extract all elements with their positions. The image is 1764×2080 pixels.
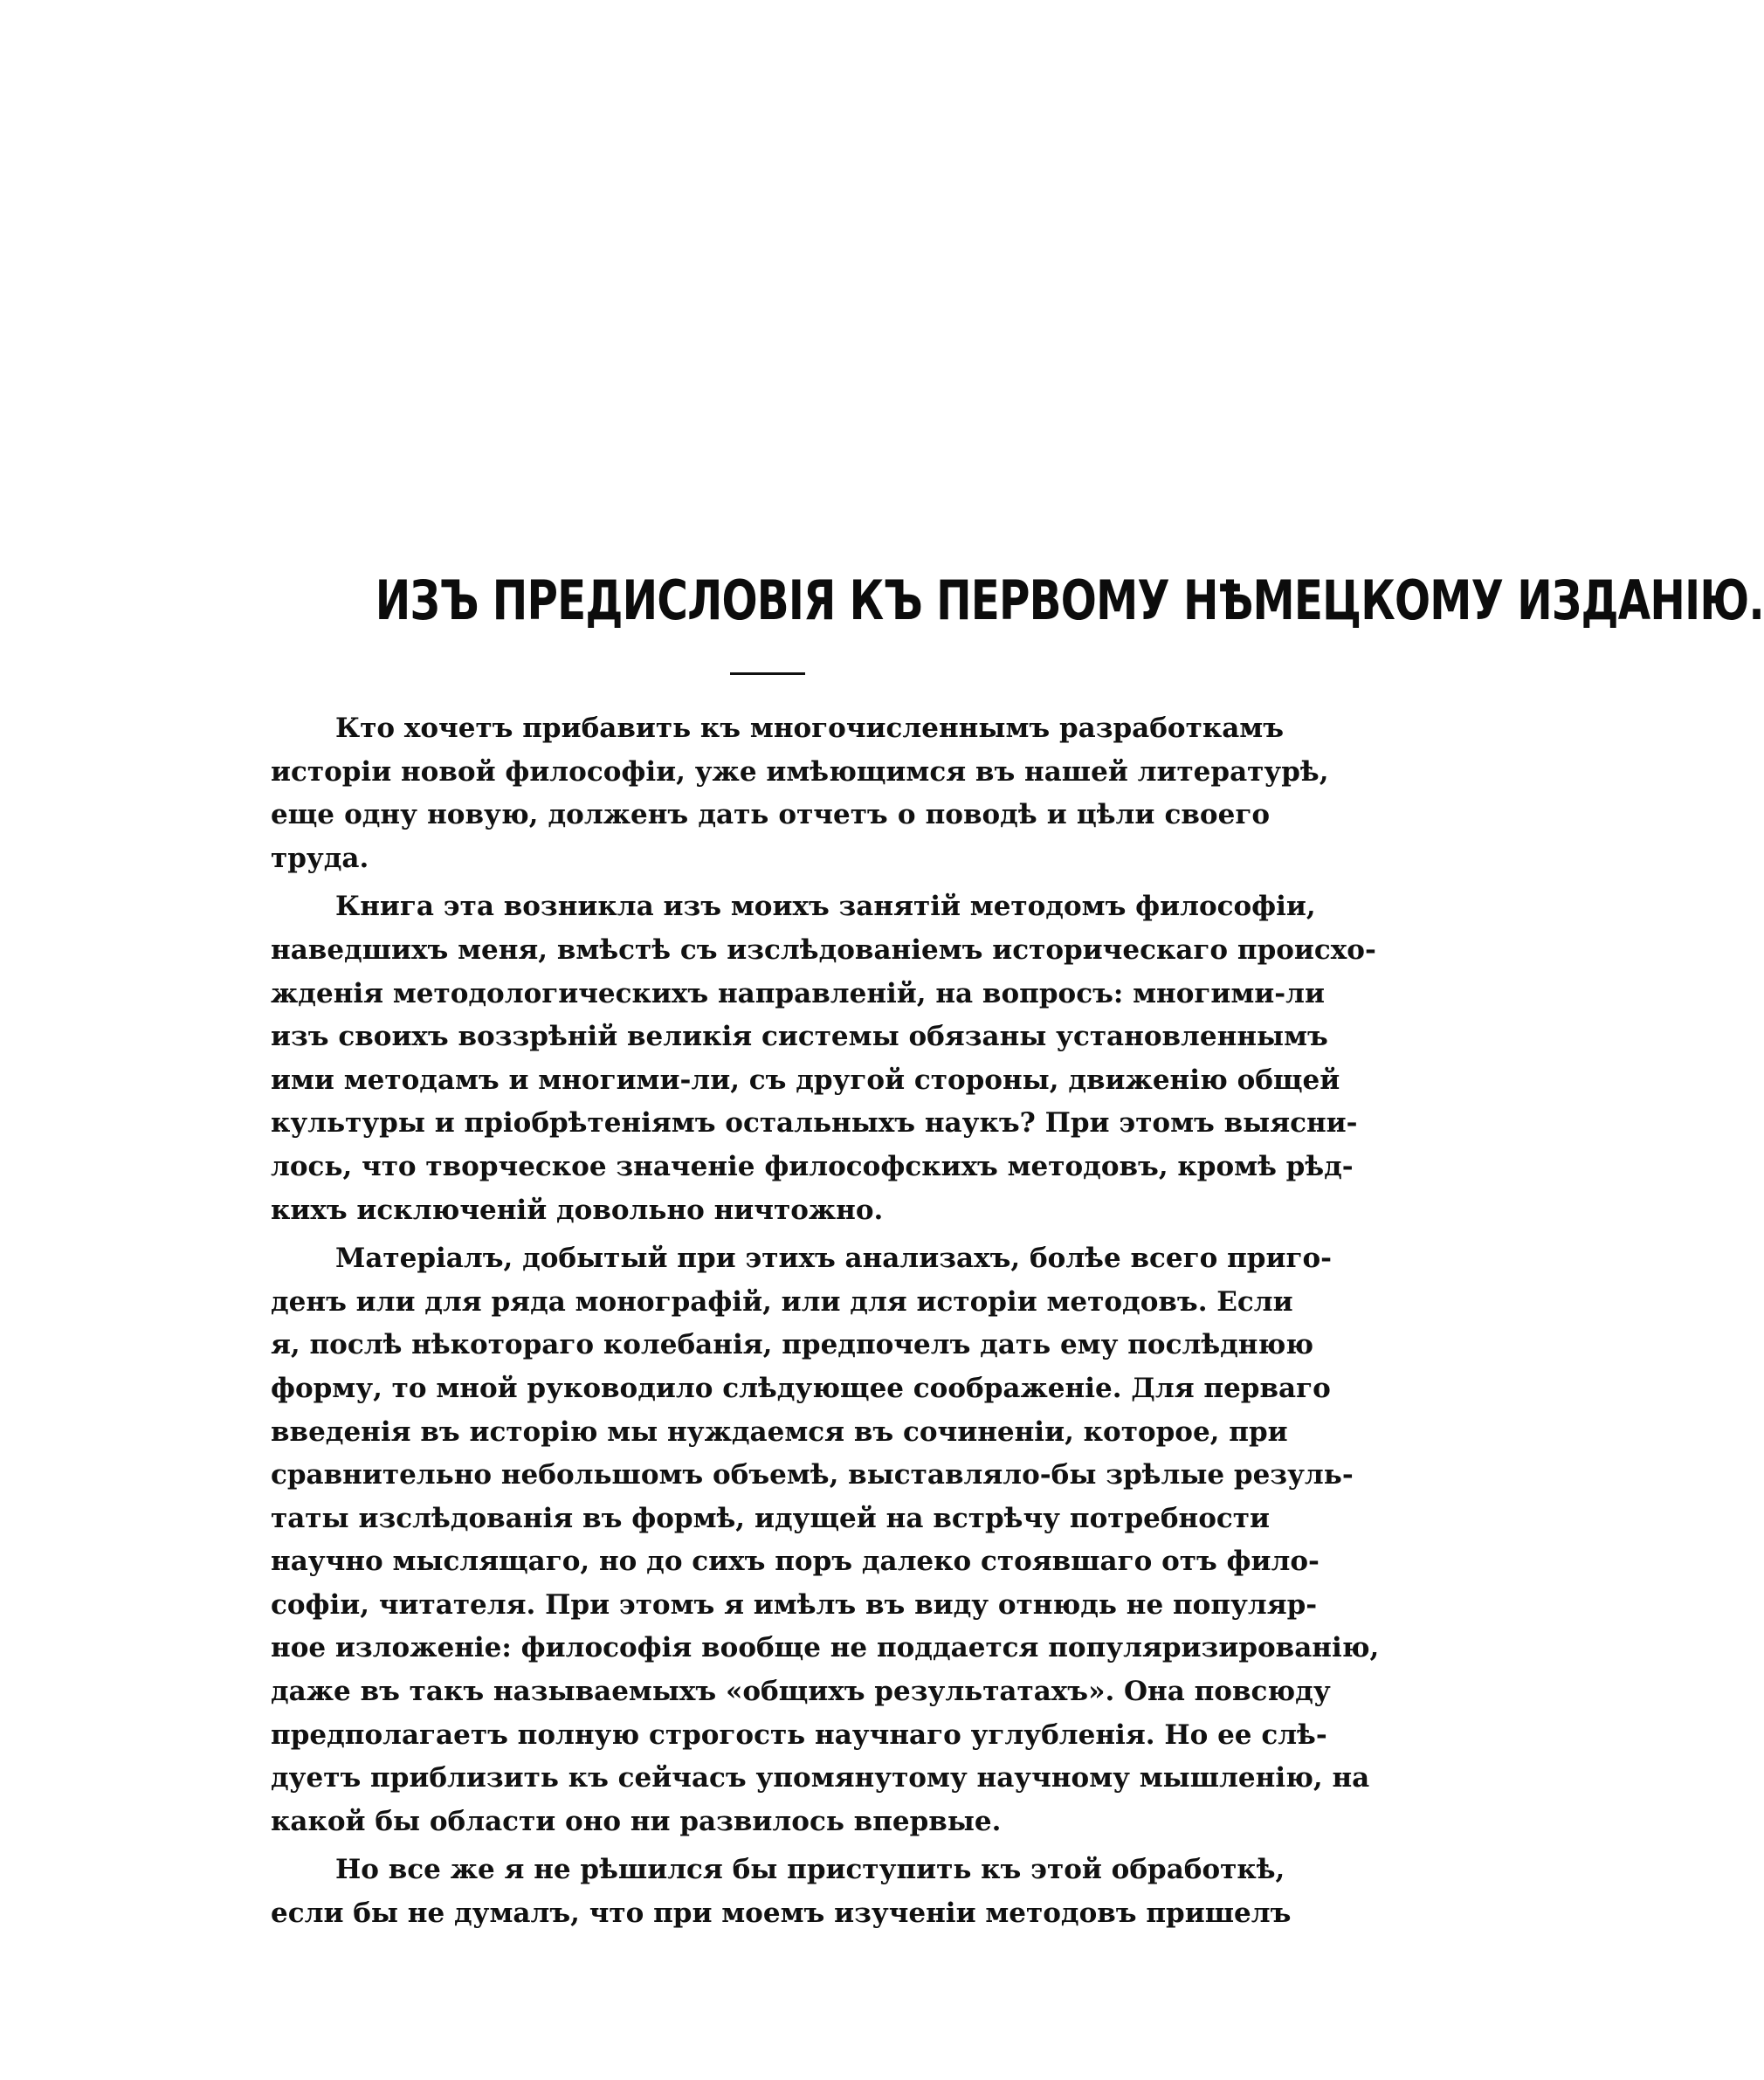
text-line: софіи, читателя. При этомъ я имѣлъ въ виду отнюдь не популяр- [271, 1588, 1318, 1621]
text-line: дуетъ приблизить къ сейчасъ упомянутому научному мышленію, на [271, 1762, 1370, 1794]
text-line: ими методамъ и многими-ли, съ другой стороны, движенію общей [271, 1064, 1340, 1096]
text-line: ное изложеніе: философія вообще не поддается популяризированію, [271, 1632, 1380, 1664]
text-line: даже въ такъ называемыхъ «общихъ результатахъ». Она повсюду [271, 1676, 1331, 1708]
heading-rule [730, 672, 805, 675]
chapter-heading: ИЗЪ ПРЕДИСЛОВІЯ КЪ ПЕРВОМУ НѢМЕЦКОМУ ИЗДАНІЮ. [375, 568, 1764, 632]
text-line: предполагаетъ полную строгость научнаго углубленія. Но ее слѣ- [271, 1718, 1327, 1751]
text-line: исторіи новой философіи, уже имѣющимся въ нашей литературѣ, [271, 755, 1329, 788]
text-line: наведшихъ меня, вмѣстѣ съ изслѣдованіемъ историческаго происхо- [271, 933, 1376, 966]
text-line: денъ или для ряда монографій, или для исторіи методовъ. Если [271, 1285, 1293, 1318]
text-line: труда. [271, 842, 369, 874]
text-line: культуры и пріобрѣтеніямъ остальныхъ наукъ? При этомъ выясни- [271, 1107, 1358, 1140]
text-line: Книга эта возникла изъ моихъ занятій методомъ философіи, [335, 891, 1316, 923]
text-line: таты изслѣдованія въ формѣ, идущей на встрѣчу потребности [271, 1502, 1270, 1534]
text-line: какой бы области оно ни развилось впервые. [271, 1805, 1002, 1837]
text-line: кихъ исключеній довольно ничтожно. [271, 1194, 884, 1226]
paragraph-3 [271, 1237, 1380, 1843]
text-line: если бы не думалъ, что при моемъ изученіи методовъ пришелъ [271, 1897, 1292, 1930]
text-line: сравнительно небольшомъ объемѣ, выставляло-бы зрѣлые резуль- [271, 1459, 1354, 1491]
text-line: лось, что творческое значеніе философскихъ методовъ, кромѣ рѣд- [271, 1150, 1354, 1182]
text-line: научно мыслящаго, но до сихъ поръ далеко стоявшаго отъ фило- [271, 1546, 1320, 1578]
text-line: форму, то мной руководило слѣдующее соображеніе. Для перваго [271, 1372, 1331, 1404]
text-line: изъ своихъ воззрѣній великія системы обязаны установленнымъ [271, 1021, 1328, 1053]
text-line: я, послѣ нѣкотораго колебанія, предпочелъ дать ему послѣднюю [271, 1329, 1314, 1361]
text-line: Но все же я не рѣшился бы приступить къ этой обработкѣ, [335, 1854, 1285, 1886]
paragraph-1 [271, 707, 1329, 880]
text-line: Матеріалъ, добытый при этихъ анализахъ, болѣе всего приго- [335, 1243, 1332, 1275]
body-text [271, 707, 1380, 1936]
paragraph-2 [271, 885, 1376, 1232]
text-line: еще одну новую, долженъ дать отчетъ о поводѣ и цѣли своего [271, 799, 1270, 831]
text-line: введенія въ исторію мы нуждаемся въ сочиненіи, которое, при [271, 1415, 1288, 1448]
paragraph-4 [271, 1849, 1292, 1935]
text-line: жденія методологическихъ направленій, на вопросъ: многими-ли [271, 977, 1326, 1009]
text-line: Кто хочетъ прибавить къ многочисленнымъ разработкамъ [335, 713, 1284, 744]
